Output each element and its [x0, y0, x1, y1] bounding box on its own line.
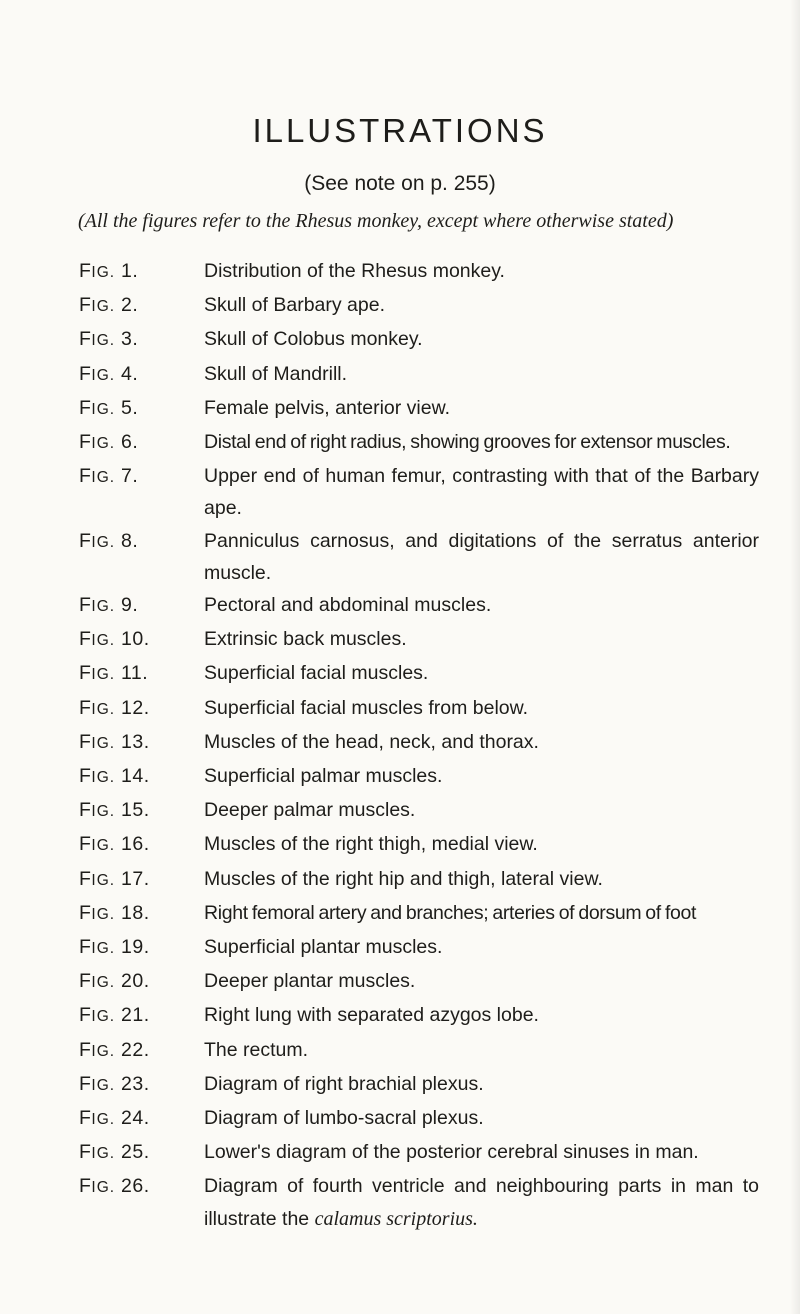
figure-description	[204, 897, 759, 929]
figure-label-prefix: F	[79, 833, 92, 856]
figure-number: 20.	[121, 970, 150, 993]
figure-label-prefix-smallcaps: IG.	[91, 666, 116, 684]
figure-label-prefix-smallcaps: IG.	[91, 1076, 116, 1094]
figure-label-prefix: F	[79, 1038, 92, 1061]
figure-number: 16.	[121, 833, 150, 856]
figure-description	[204, 931, 759, 963]
figure-label-prefix: F	[79, 765, 92, 788]
figure-number: 2.	[121, 294, 139, 317]
figure-entry	[79, 358, 759, 392]
figure-description-text: Skull of Mandrill.	[204, 362, 348, 385]
figure-label-prefix: F	[79, 799, 92, 822]
figure-entry	[79, 255, 759, 289]
figure-description	[204, 460, 759, 524]
figure-description	[204, 1170, 759, 1234]
figure-label-prefix: F	[79, 730, 92, 753]
figure-label-prefix-smallcaps: IG.	[91, 469, 116, 487]
figure-label-prefix: F	[79, 936, 92, 959]
figure-description	[204, 965, 759, 997]
figure-description	[204, 1034, 759, 1066]
figure-description	[204, 863, 759, 895]
figure-entry	[79, 863, 759, 897]
figure-description-text: Diagram of fourth ventricle and neighbouring parts in man to illustrate the	[204, 1175, 759, 1230]
figure-description	[204, 1102, 759, 1134]
figure-number: 22.	[121, 1038, 150, 1061]
figure-entry	[79, 657, 759, 691]
figure-number: 21.	[121, 1004, 150, 1027]
figure-description	[204, 794, 759, 826]
figure-label-prefix: F	[79, 1004, 92, 1027]
figure-description	[204, 828, 759, 860]
figure-label	[79, 358, 204, 392]
figure-label	[79, 323, 204, 357]
figure-number: 10.	[121, 628, 150, 651]
figure-entry	[79, 828, 759, 862]
figure-description-text: Right femoral artery and branches; arteries of dorsum of foot	[204, 901, 697, 924]
figure-entry	[79, 623, 759, 657]
figure-label-prefix: F	[79, 328, 92, 351]
figure-number: 12.	[121, 696, 150, 719]
figure-label	[79, 897, 204, 931]
figure-label-prefix: F	[79, 396, 92, 419]
figure-label-prefix: F	[79, 1141, 92, 1164]
figure-label	[79, 794, 204, 828]
figure-description	[204, 392, 759, 424]
figure-label	[79, 863, 204, 897]
figure-description	[204, 323, 759, 355]
figure-entry	[79, 999, 759, 1033]
figure-description	[204, 589, 759, 621]
figure-label	[79, 1136, 204, 1170]
figure-number: 9.	[121, 594, 139, 617]
page-edge-shadow	[790, 0, 800, 1314]
figure-label	[79, 692, 204, 726]
figure-entry	[79, 794, 759, 828]
figure-label-prefix: F	[79, 1175, 92, 1198]
figure-entry	[79, 692, 759, 726]
figure-label-prefix-smallcaps: IG.	[91, 871, 116, 889]
figure-description	[204, 623, 759, 655]
figure-entry	[79, 323, 759, 357]
figure-number: 13.	[121, 730, 150, 753]
figure-label-prefix: F	[79, 1107, 92, 1130]
figure-label-prefix-smallcaps: IG.	[91, 803, 116, 821]
figure-label-prefix: F	[79, 662, 92, 685]
figure-label-prefix-smallcaps: IG.	[91, 298, 116, 316]
figure-label	[79, 1034, 204, 1068]
figure-description-text: Panniculus carnosus, and digitations of the serratus anterior muscle.	[204, 529, 759, 584]
figure-entry	[79, 897, 759, 931]
figure-description-text: Superficial facial muscles from below.	[204, 696, 529, 719]
figure-label-prefix-smallcaps: IG.	[91, 769, 116, 787]
figure-label	[79, 289, 204, 323]
figure-number: 8.	[121, 529, 139, 552]
figure-label	[79, 828, 204, 862]
figure-entry	[79, 760, 759, 794]
figure-label-prefix: F	[79, 901, 92, 924]
figure-description-text: Superficial palmar muscles.	[204, 765, 443, 788]
figure-label-prefix-smallcaps: IG.	[91, 264, 116, 281]
figure-label-prefix-smallcaps: IG.	[91, 1145, 116, 1163]
figure-label	[79, 392, 204, 426]
figure-description	[204, 255, 759, 287]
figure-label-prefix-smallcaps: IG.	[91, 332, 116, 350]
figure-label	[79, 623, 204, 657]
figure-entry	[79, 525, 759, 589]
figure-description-text: Extrinsic back muscles.	[204, 628, 407, 651]
figure-label-prefix: F	[79, 362, 92, 385]
figure-description	[204, 358, 759, 390]
figure-description-text: Diagram of right brachial plexus.	[204, 1072, 484, 1095]
figure-label	[79, 1068, 204, 1102]
figure-number: 5.	[121, 396, 139, 419]
figure-number: 7.	[121, 465, 139, 488]
figure-entry	[79, 931, 759, 965]
figure-label-prefix: F	[79, 628, 92, 651]
page-reference-note: (See note on p. 255)	[304, 172, 496, 195]
figure-label-prefix: F	[79, 529, 92, 552]
figure-label	[79, 589, 204, 623]
figure-number: 15.	[121, 799, 150, 822]
figure-label	[79, 657, 204, 691]
figure-entry	[79, 1034, 759, 1068]
figure-number: 1.	[121, 260, 139, 282]
figure-label-prefix-smallcaps: IG.	[91, 1008, 116, 1026]
figure-label	[79, 460, 204, 494]
figure-description	[204, 289, 759, 321]
figure-label-prefix-smallcaps: IG.	[91, 598, 116, 616]
figure-entry	[79, 589, 759, 623]
figure-description-text: Superficial facial muscles.	[204, 662, 429, 685]
figure-description-text: Lower's diagram of the posterior cerebral sinuses in man.	[204, 1141, 699, 1164]
figure-label-prefix-smallcaps: IG.	[91, 1042, 116, 1060]
figure-number: 23.	[121, 1072, 150, 1095]
figure-label-prefix-smallcaps: IG.	[91, 940, 116, 958]
figure-label-prefix: F	[79, 867, 92, 890]
figure-label-prefix: F	[79, 594, 92, 617]
figure-entry	[79, 1102, 759, 1136]
figure-description-text: Muscles of the head, neck, and thorax.	[204, 730, 539, 753]
figure-label-prefix-smallcaps: IG.	[91, 700, 116, 718]
figure-label	[79, 931, 204, 965]
figure-number: 3.	[121, 328, 139, 351]
figure-label-prefix: F	[79, 465, 92, 488]
figure-description-text: Deeper plantar muscles.	[204, 970, 416, 993]
figure-description-text: Diagram of lumbo-sacral plexus.	[204, 1107, 484, 1130]
figure-label-prefix: F	[79, 431, 92, 454]
figure-label-prefix: F	[79, 1072, 92, 1095]
figure-description	[204, 1068, 759, 1100]
figure-label	[79, 1170, 204, 1204]
figure-label	[79, 760, 204, 794]
figure-label-prefix: F	[79, 970, 92, 993]
figure-label-prefix-smallcaps: IG.	[91, 366, 116, 384]
figure-label-prefix-smallcaps: IG.	[91, 974, 116, 992]
figure-description	[204, 1136, 759, 1168]
figure-entry	[79, 426, 759, 460]
figure-description-text: Skull of Barbary ape.	[204, 294, 386, 317]
figure-entry	[79, 965, 759, 999]
figure-number: 6.	[121, 431, 139, 454]
figure-description-text: Pectoral and abdominal muscles.	[204, 594, 492, 617]
figure-entry	[79, 392, 759, 426]
figure-entry	[79, 1068, 759, 1102]
figures-note: (All the figures refer to the Rhesus monkey, except where otherwise stated)	[78, 210, 674, 232]
figure-description-italic: calamus scriptorius.	[314, 1207, 478, 1230]
figure-list	[79, 255, 759, 1235]
figure-description	[204, 726, 759, 758]
figure-description-text: Superficial plantar muscles.	[204, 936, 443, 959]
figure-description	[204, 692, 759, 724]
page-title: ILLUSTRATIONS	[252, 112, 548, 149]
figure-description-text: Right lung with separated azygos lobe.	[204, 1004, 539, 1027]
figure-label	[79, 726, 204, 760]
figure-number: 24.	[121, 1107, 150, 1130]
figure-description-text: Deeper palmar muscles.	[204, 799, 416, 822]
figure-description-text: Distribution of the Rhesus monkey.	[204, 260, 505, 282]
figure-label-prefix-smallcaps: IG.	[91, 905, 116, 923]
figure-label	[79, 965, 204, 999]
figure-description-text: Skull of Colobus monkey.	[204, 328, 423, 351]
figure-number: 11.	[121, 662, 149, 685]
figure-entry	[79, 1170, 759, 1234]
figure-description-text: Distal end of right radius, showing grooves for extensor muscles.	[204, 431, 731, 454]
figure-label	[79, 255, 204, 289]
figure-description	[204, 999, 759, 1031]
figure-label-prefix-smallcaps: IG.	[91, 1179, 116, 1197]
figure-label-prefix-smallcaps: IG.	[91, 533, 116, 551]
figure-number: 25.	[121, 1141, 150, 1164]
figure-label-prefix-smallcaps: IG.	[91, 632, 116, 650]
figure-label	[79, 1102, 204, 1136]
figure-entry	[79, 726, 759, 760]
figure-label-prefix-smallcaps: IG.	[91, 734, 116, 752]
figure-number: 18.	[121, 901, 150, 924]
figure-description	[204, 525, 759, 589]
figure-label-prefix: F	[79, 696, 92, 719]
figure-entry	[79, 460, 759, 524]
figure-label-prefix-smallcaps: IG.	[91, 400, 116, 418]
figure-number: 4.	[121, 362, 139, 385]
figure-label-prefix: F	[79, 294, 92, 317]
figure-label-prefix: F	[79, 260, 92, 282]
figure-description-text: Upper end of human femur, contrasting with that of the Barbary ape.	[204, 465, 759, 520]
figure-number: 17.	[121, 867, 150, 890]
figure-number: 26.	[121, 1175, 150, 1198]
figure-description-text: Female pelvis, anterior view.	[204, 396, 451, 419]
figure-description	[204, 657, 759, 689]
figure-entry	[79, 289, 759, 323]
figure-label-prefix-smallcaps: IG.	[91, 837, 116, 855]
figure-description-text: Muscles of the right hip and thigh, lateral view.	[204, 867, 603, 890]
figure-description-text: The rectum.	[204, 1038, 309, 1061]
figure-description	[204, 426, 759, 458]
figure-entry	[79, 1136, 759, 1170]
figure-description-text: Muscles of the right thigh, medial view.	[204, 833, 538, 856]
figure-number: 14.	[121, 765, 150, 788]
figure-description	[204, 760, 759, 792]
figure-label	[79, 525, 204, 559]
figure-label	[79, 426, 204, 460]
figure-number: 19.	[121, 936, 150, 959]
figure-label-prefix-smallcaps: IG.	[91, 1111, 116, 1129]
figure-label-prefix-smallcaps: IG.	[91, 435, 116, 453]
figure-label	[79, 999, 204, 1033]
